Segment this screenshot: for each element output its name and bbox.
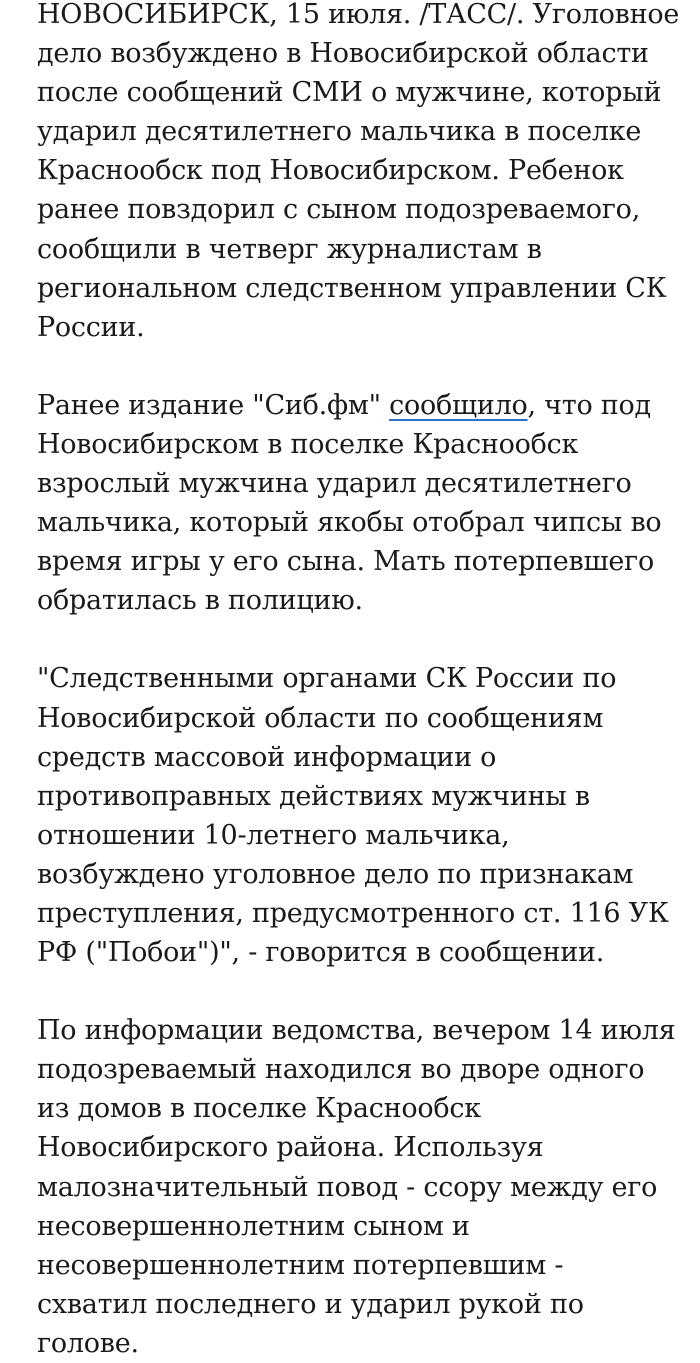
paragraph-text-after-link: , что под Новосибирском в поселке Краснообск взрослый мужчина ударил десятилетнего мальчика, который якобы отобрал чипсы во время игры у его сына. Мать потерпевшего обратилась в полицию. <box>37 389 662 617</box>
paragraph-text-before-link: Ранее издание "Сиб.фм" <box>37 389 390 421</box>
article-paragraph-1: НОВОСИБИРСК, 15 июля. /ТАСС/. Уголовное дело возбуждено в Новосибирской области после сообщений СМИ о мужчине, который ударил десятилетнего мальчика в поселке Краснообск под Новосибирском. Ребенок ранее повздорил с сыном подозреваемого, сообщили в четверг журналистам в региональном следственном управлении СК России. <box>37 0 680 343</box>
source-link[interactable]: сообщило <box>389 389 528 421</box>
article-paragraph-4: По информации ведомства, вечером 14 июля подозреваемый находился во дворе одного из домов в поселке Краснообск Новосибирского района. Используя малозначительный повод - ссору между его несовершеннолетним сыном и несовершеннолетним потерпевшим - схватил последнего и ударил рукой по голове. <box>37 1015 676 1359</box>
article-paragraph-3: "Следственными органами СК России по Новосибирской области по сообщениям средств массовой информации о противоправных действиях мужчины в отношении 10-летнего мальчика, возбуждено уголовное дело по признакам преступления, предусмотренного ст. 116 УК РФ ("Побои")", - говорится в сообщении. <box>37 663 669 969</box>
article-paragraph-2 <box>37 386 680 621</box>
